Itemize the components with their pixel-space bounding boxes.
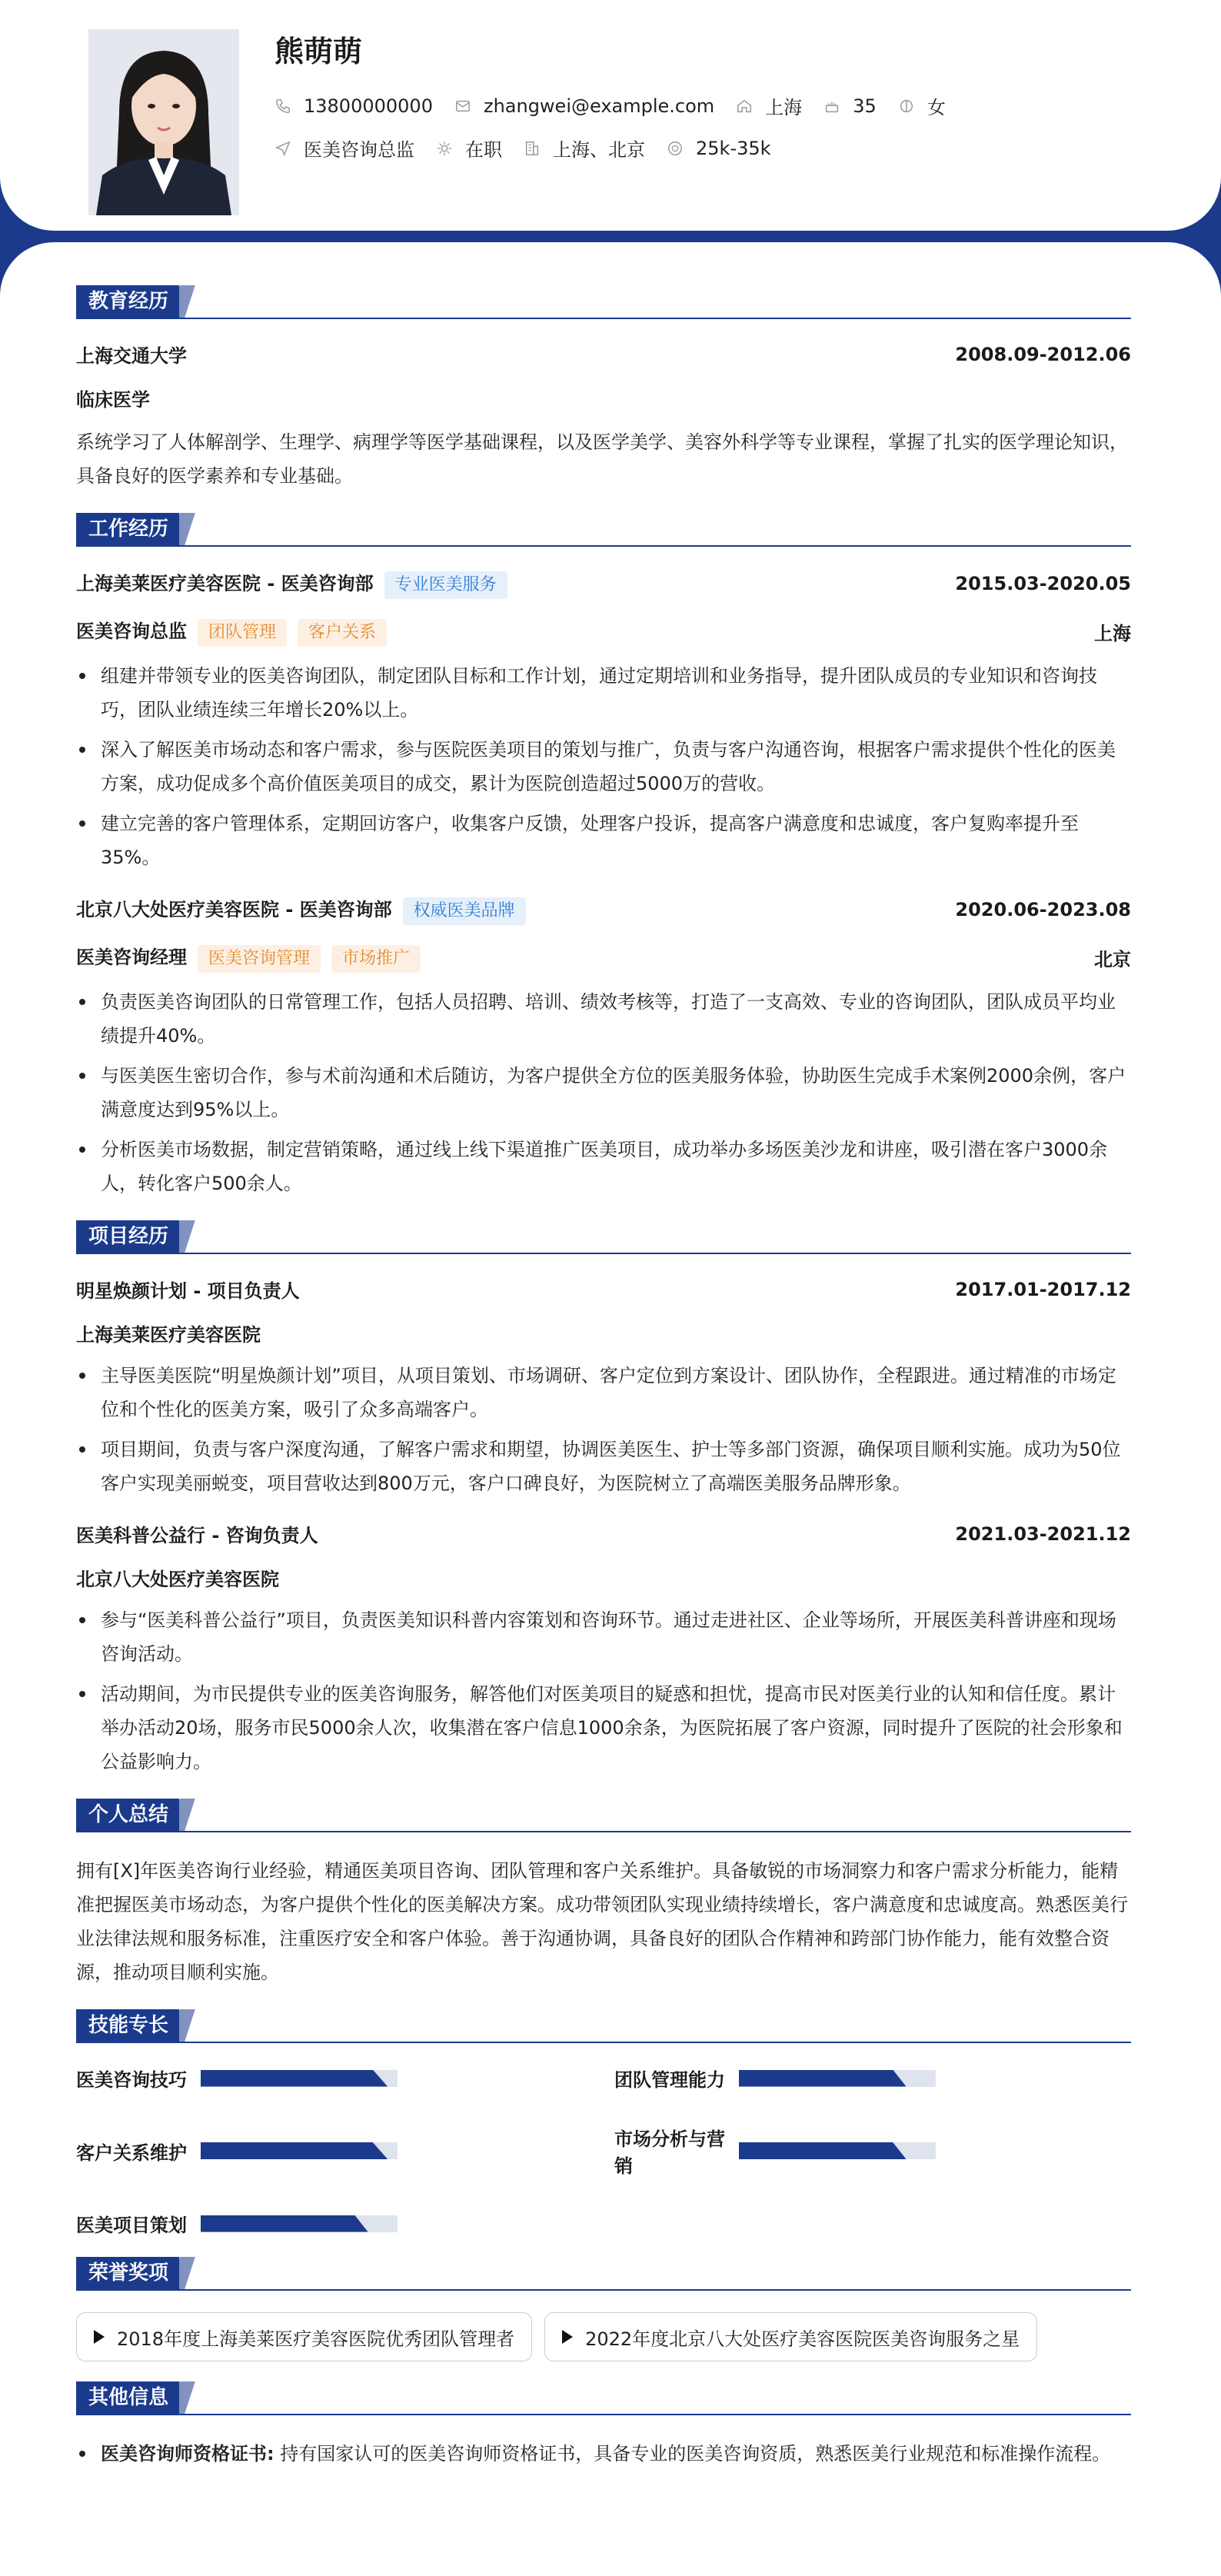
section-label: 个人总结 — [76, 1799, 179, 1831]
skill-tag: 医美咨询管理 — [198, 945, 321, 973]
skill-bar — [201, 2070, 398, 2087]
list-item: 项目期间，负责与客户深度沟通，了解客户需求和期望，协调医美医生、护士等多部门资源，确保项目顺利实施。成功为50位客户实现美丽蜕变，项目营收达到800万元，客户口碑良好，为医院树立了高端医美服务品牌形象。 — [76, 1433, 1131, 1500]
cert-text: 持有国家认可的医美咨询师资格证书，具备专业的医美咨询资质，熟悉医美行业规范和标准操作流程。 — [280, 2443, 1111, 2465]
section-label: 教育经历 — [76, 285, 179, 318]
project-name: 医美科普公益行 - 咨询负责人 — [76, 1525, 318, 1546]
list-item: 主导医美医院“明星焕颜计划”项目，从项目策划、市场调研、客户定位到方案设计、团队协作，全程跟进。通过精准的市场定位和个性化的医美方案，吸引了众多高端客户。 — [76, 1359, 1131, 1426]
section-title-work — [76, 513, 1131, 547]
skill-tag: 客户关系 — [298, 619, 387, 647]
skill-bar — [739, 2070, 936, 2087]
skill-label: 团队管理能力 — [614, 2069, 725, 2091]
job-intent-row — [274, 135, 793, 161]
job-role: 医美咨询总监 — [76, 621, 187, 642]
section-label: 技能专长 — [76, 2009, 179, 2042]
contact-row — [274, 92, 967, 119]
section-label: 其他信息 — [76, 2381, 179, 2414]
education-entry — [76, 341, 1131, 493]
section-title-education — [76, 285, 1131, 319]
list-item: 与医美医生密切合作，参与术前沟通和术后随访，为客户提供全方位的医美服务体验，协助医生完成手术案例2000余例，客户满意度达到95%以上。 — [76, 1059, 1131, 1127]
skill-bar-fill — [739, 2142, 907, 2159]
position-item — [274, 135, 414, 161]
triangle-icon — [94, 2330, 105, 2344]
phone-item — [274, 95, 433, 117]
skill-item — [76, 2124, 614, 2178]
project-entry — [76, 1520, 1131, 1779]
send-icon — [274, 140, 291, 157]
list-item: 参与“医美科普公益行”项目，负责医美知识科普内容策划和咨询环节。通过走进社区、企业等场所，开展医美科普讲座和现场咨询活动。 — [76, 1603, 1131, 1671]
project-entry — [76, 1276, 1131, 1500]
project-org: 上海美莱医疗美容医院 — [76, 1324, 261, 1346]
skill-bar-fill — [201, 2070, 388, 2087]
skill-label: 医美项目策划 — [76, 2215, 187, 2236]
skill-item — [614, 2124, 1131, 2178]
skill-bar — [201, 2215, 398, 2232]
age-item — [823, 95, 877, 117]
status-icon — [436, 140, 453, 157]
phone-text: 13800000000 — [304, 95, 433, 117]
email-item — [454, 95, 714, 117]
list-item: 分析医美市场数据，制定营销策略，通过线上线下渠道推广医美项目，成功举办多场医美沙龙和讲座，吸引潜在客户3000余人，转化客户500余人。 — [76, 1133, 1131, 1200]
expected-city-item — [524, 135, 645, 161]
position-text: 医美咨询总监 — [304, 139, 414, 161]
triangle-icon — [562, 2330, 573, 2344]
education-desc: 系统学习了人体解剖学、生理学、病理学等医学基础课程，以及医学美学、美容外科学等专业课程，掌握了扎实的医学理论知识，具备良好的医学素养和专业基础。 — [76, 431, 1128, 487]
expected-city-text: 上海、北京 — [553, 139, 645, 161]
city-text: 上海 — [765, 97, 803, 118]
company-name: 北京八大处医疗美容医院 - 医美咨询部 — [76, 899, 392, 920]
project-org: 北京八大处医疗美容医院 — [76, 1569, 279, 1590]
list-item: 建立完善的客户管理体系，定期回访客户，收集客户反馈，处理客户投诉，提高客户满意度和忠诚度，客户复购率提升至35%。 — [76, 807, 1131, 874]
city-item — [736, 92, 802, 119]
skill-item — [614, 2065, 1131, 2092]
gender-icon — [898, 98, 915, 115]
phone-icon — [274, 98, 291, 115]
salary-text: 25k-35k — [696, 137, 771, 159]
list-item: 组建并带领专业的医美咨询团队，制定团队目标和工作计划，通过定期培训和业务指导，提升团队成员的专业知识和咨询技巧，团队业绩连续三年增长20%以上。 — [76, 659, 1131, 727]
gender-text: 女 — [927, 97, 946, 118]
company-badge: 权威医美品牌 — [403, 897, 526, 925]
age-icon — [823, 98, 840, 115]
skill-label: 市场分析与营销 — [614, 2128, 725, 2177]
work-location: 北京 — [1094, 948, 1131, 970]
work-date: 2015.03-2020.05 — [955, 573, 1131, 594]
project-name: 明星焕颜计划 - 项目负责人 — [76, 1280, 300, 1302]
award-text: 2022年度北京八大处医疗美容医院医美咨询服务之星 — [585, 2328, 1020, 2350]
salary-item — [667, 138, 771, 159]
section-label: 荣誉奖项 — [76, 2257, 179, 2289]
resume-body — [0, 242, 1221, 2576]
project-date: 2021.03-2021.12 — [955, 1523, 1131, 1545]
company-name: 上海美莱医疗美容医院 - 医美咨询部 — [76, 573, 374, 594]
skill-tag: 团队管理 — [198, 619, 287, 647]
skill-bar — [201, 2142, 398, 2159]
mail-icon — [454, 98, 471, 115]
salary-icon — [667, 140, 684, 157]
work-bullets — [76, 985, 1131, 1200]
skill-bar-fill — [739, 2070, 907, 2087]
education-date: 2008.09-2012.06 — [955, 343, 1131, 365]
project-bullets — [76, 1603, 1131, 1779]
gender-item — [898, 92, 946, 119]
skill-item — [76, 2210, 614, 2237]
building-icon — [524, 140, 541, 157]
company-badge: 专业医美服务 — [384, 571, 507, 599]
skill-label: 医美咨询技巧 — [76, 2069, 187, 2091]
cert-label: 医美咨询师资格证书: — [101, 2443, 274, 2465]
list-item — [76, 2437, 1131, 2471]
skills-grid — [76, 2065, 1131, 2237]
skill-label: 客户关系维护 — [76, 2142, 187, 2164]
award-item — [76, 2312, 532, 2361]
skill-item — [76, 2065, 614, 2092]
section-title-projects — [76, 1220, 1131, 1254]
school-name: 上海交通大学 — [76, 345, 187, 367]
section-title-summary — [76, 1799, 1131, 1832]
section-label: 项目经历 — [76, 1220, 179, 1253]
profile-photo — [88, 29, 239, 215]
portrait-illustration — [88, 29, 239, 215]
skill-bar-fill — [201, 2142, 388, 2159]
skill-bar — [739, 2142, 936, 2159]
email-text: zhangwei@example.com — [483, 95, 715, 117]
awards-list — [76, 2312, 1131, 2361]
project-date: 2017.01-2017.12 — [955, 1278, 1131, 1300]
section-label: 工作经历 — [76, 513, 179, 545]
list-item: 负责医美咨询团队的日常管理工作，包括人员招聘、培训、绩效考核等，打造了一支高效、专业的咨询团队，团队成员平均业绩提升40%。 — [76, 985, 1131, 1053]
work-date: 2020.06-2023.08 — [955, 899, 1131, 920]
work-bullets — [76, 659, 1131, 874]
work-location: 上海 — [1094, 622, 1131, 644]
summary-text: 拥有[X]年医美咨询行业经验，精通医美项目咨询、团队管理和客户关系维护。具备敏锐的市场洞察力和客户需求分析能力，能精准把握医美市场动态，为客户提供个性化的医美解决方案。成功带领团队实现业绩持续增长，客户满意度和忠诚度高。熟悉医美行业法律法规和服务标准，注重医疗安全和客户体验。善于沟通协调，具备良好的团队合作精神和跨部门协作能力，能有效整合资源，推动项目顺利实施。 — [76, 1860, 1128, 1983]
section-title-skills — [76, 2009, 1131, 2043]
major: 临床医学 — [76, 389, 150, 411]
status-text: 在职 — [465, 139, 502, 161]
list-item: 活动期间，为市民提供专业的医美咨询服务，解答他们对医美项目的疑惑和担忧，提高市民对医美行业的认知和信任度。累计举办活动20场，服务市民5000余人次，收集潜在客户信息1000余条，为医院拓展了客户资源，同时提升了医院的社会形象和公益影响力。 — [76, 1677, 1131, 1779]
age-text: 35 — [853, 95, 877, 117]
status-item — [436, 135, 502, 161]
skill-bar-fill — [201, 2215, 368, 2232]
list-item: 深入了解医美市场动态和客户需求，参与医院医美项目的策划与推广，负责与客户沟通咨询，根据客户需求提供个性化的医美方案，成功促成多个高价值医美项目的成交，累计为医院创造超过5000万的营收。 — [76, 733, 1131, 800]
work-entry — [76, 568, 1131, 874]
resume-header — [0, 0, 1221, 231]
candidate-name: 熊萌萌 — [274, 35, 363, 68]
award-item — [544, 2312, 1037, 2361]
job-role: 医美咨询经理 — [76, 947, 187, 968]
home-icon — [736, 98, 753, 115]
section-title-awards — [76, 2257, 1131, 2291]
other-list — [76, 2437, 1131, 2471]
skill-tag: 市场推广 — [331, 945, 421, 973]
project-bullets — [76, 1359, 1131, 1500]
work-entry — [76, 894, 1131, 1200]
award-text: 2018年度上海美莱医疗美容医院优秀团队管理者 — [117, 2328, 515, 2350]
section-title-other — [76, 2381, 1131, 2415]
